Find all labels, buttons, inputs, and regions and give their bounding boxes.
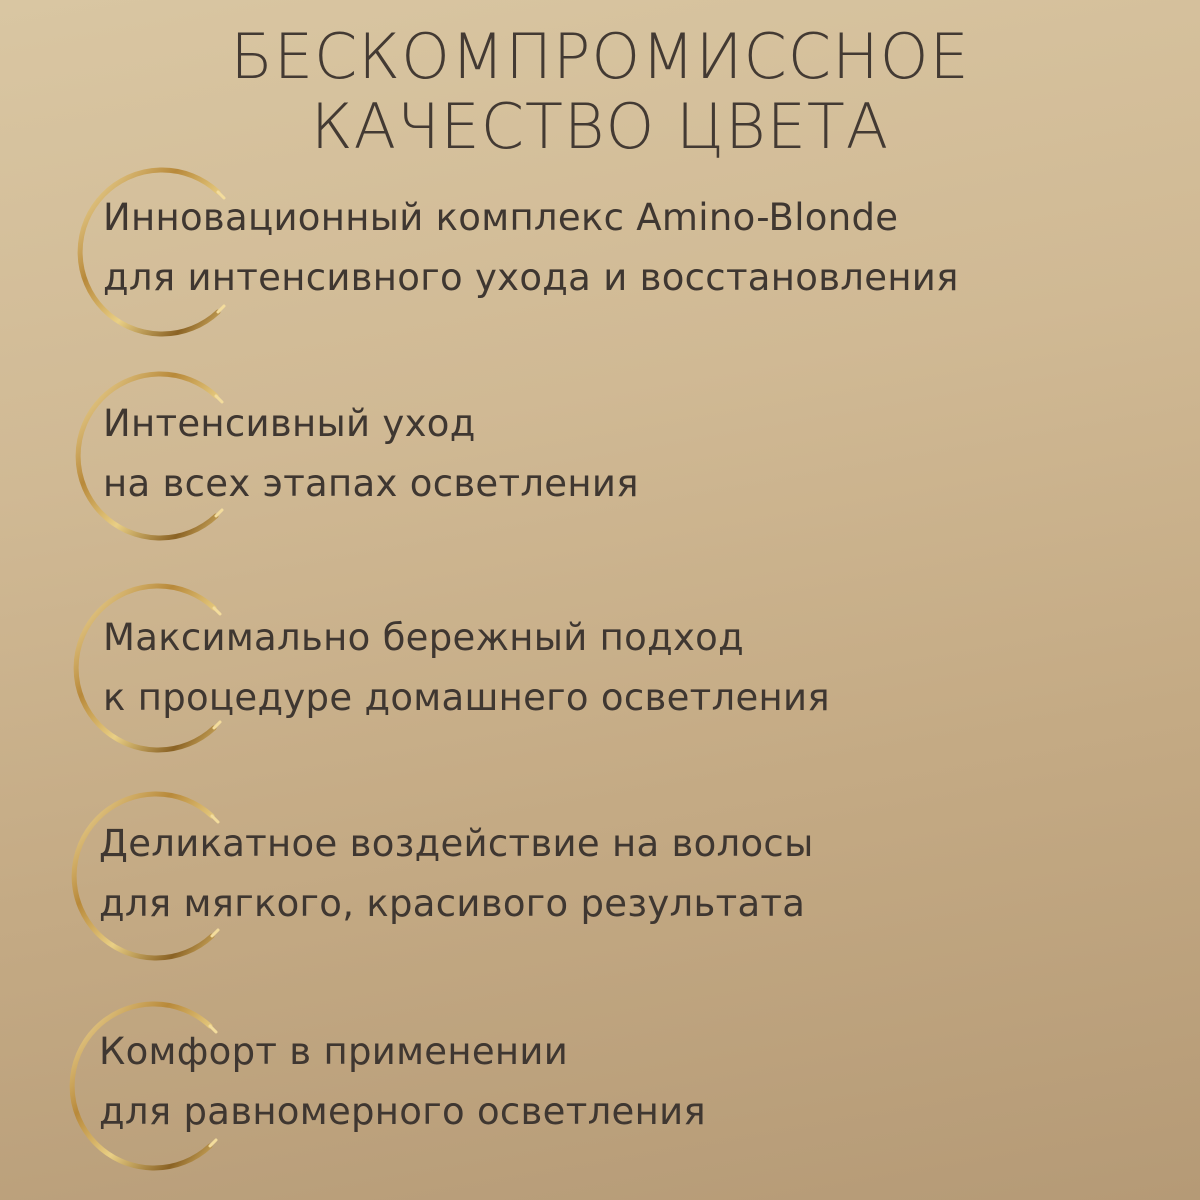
feature-line-2: к процедуре домашнего осветления	[103, 676, 830, 719]
feature-line-1: Максимально бережный подход	[103, 616, 744, 659]
page-title	[0, 22, 1200, 162]
feature-line-1: Деликатное воздействие на волосы	[99, 822, 814, 865]
feature-item-2	[0, 356, 1200, 556]
feature-text-3	[103, 608, 830, 728]
feature-line-1: Инновационный комплекс Amino-Blonde	[103, 196, 899, 239]
feature-line-2: для интенсивного ухода и восстановления	[103, 256, 959, 299]
feature-line-2: для равномерного осветления	[99, 1090, 706, 1133]
feature-item-1	[0, 152, 1200, 352]
feature-item-3	[0, 568, 1200, 768]
title-line-1: БЕСКОМПРОМИССНОЕ	[230, 20, 970, 93]
feature-item-5	[0, 986, 1200, 1186]
feature-text-1	[103, 188, 959, 308]
feature-text-2	[103, 394, 639, 514]
feature-line-2: для мягкого, красивого результата	[99, 882, 806, 925]
feature-line-1: Комфорт в применении	[99, 1030, 569, 1073]
feature-item-4	[0, 776, 1200, 976]
title-line-2: КАЧЕСТВО ЦВЕТА	[310, 90, 890, 163]
feature-line-2: на всех этапах осветления	[103, 462, 639, 505]
feature-text-5	[99, 1022, 706, 1142]
feature-line-1: Интенсивный уход	[103, 402, 476, 445]
feature-text-4	[99, 814, 814, 934]
